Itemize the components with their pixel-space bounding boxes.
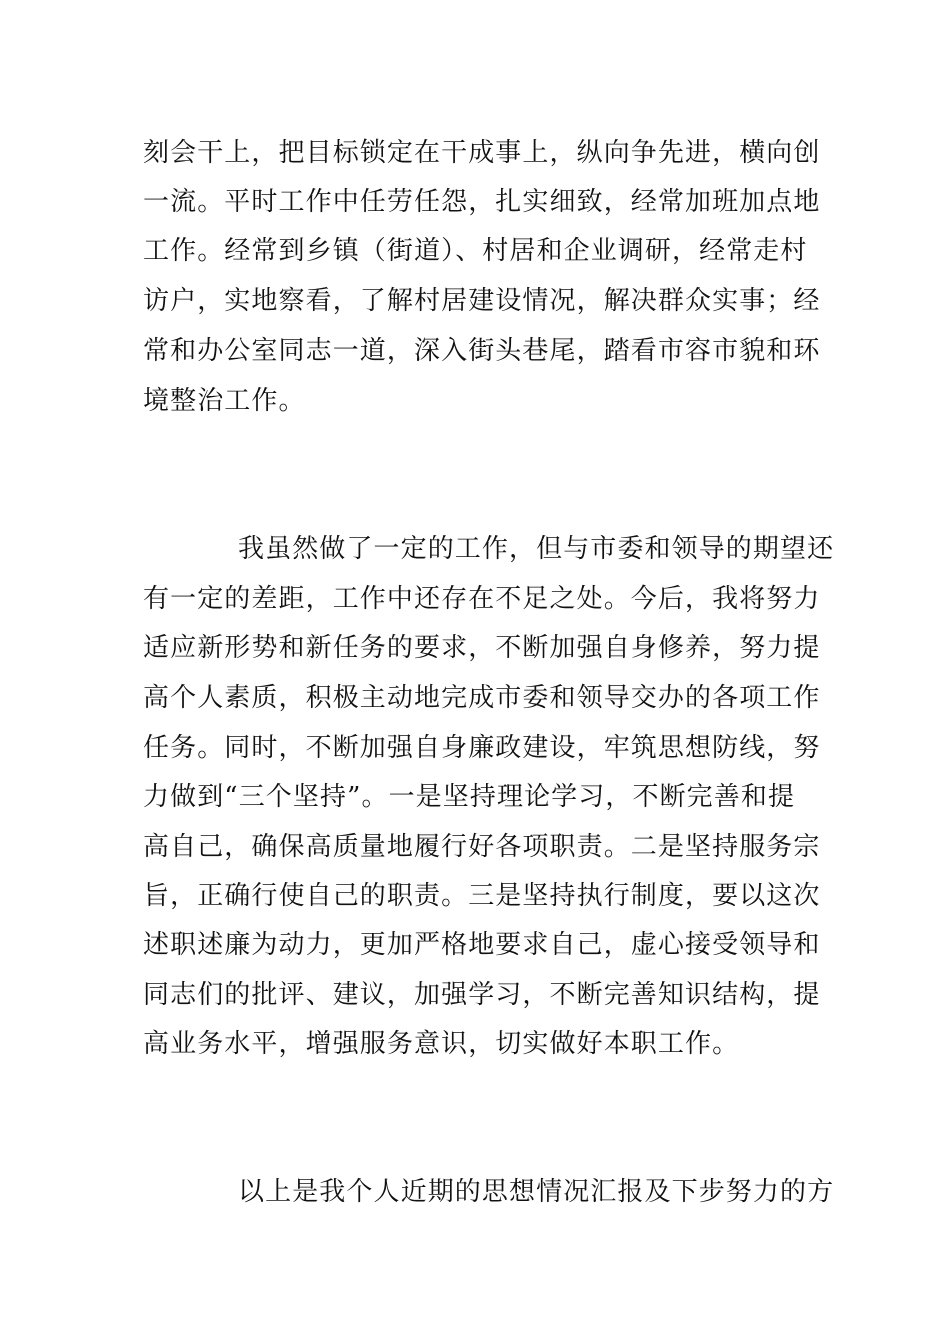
paragraph-2-line-1: 我虽然做了一定的工作，但与市委和领导的期望还 bbox=[238, 534, 835, 564]
paragraph-2-line-4: 高个人素质，积极主动地完成市委和领导交办的各项工作 bbox=[143, 683, 821, 713]
paragraph-2-line-3: 适应新形势和新任务的要求，不断加强自身修养，努力提 bbox=[143, 633, 821, 663]
paragraph-2-line-7: 高自己，确保高质量地履行好各项职责。二是坚持服务宗 bbox=[143, 832, 821, 862]
paragraph-2-line-9: 述职述廉为动力，更加严格地要求自己，虚心接受领导和 bbox=[143, 930, 821, 960]
paragraph-2-line-6: 力做到“三个坚持”。一是坚持理论学习，不断完善和提 bbox=[143, 782, 796, 812]
paragraph-3-line-1: 以上是我个人近期的思想情况汇报及下步努力的方 bbox=[238, 1177, 835, 1207]
paragraph-1-line-5: 常和办公室同志一道，深入街头巷尾，踏看市容市貌和环 bbox=[143, 336, 821, 366]
paragraph-2-line-8: 旨，正确行使自己的职责。三是坚持执行制度，要以这次 bbox=[143, 881, 821, 911]
paragraph-2-line-11: 高业务水平，增强服务意识，切实做好本职工作。 bbox=[143, 1029, 740, 1059]
paragraph-1-line-6: 境整治工作。 bbox=[143, 386, 306, 416]
paragraph-1-line-2: 一流。平时工作中任劳任怨，扎实细致，经常加班加点地 bbox=[143, 187, 821, 217]
paragraph-1-line-4: 访户，实地察看，了解村居建设情况，解决群众实事；经 bbox=[143, 286, 821, 316]
paragraph-1-line-3: 工作。经常到乡镇（街道）、村居和企业调研，经常走村 bbox=[143, 236, 808, 266]
paragraph-1-line-1: 刻会干上，把目标锁定在干成事上，纵向争先进，横向创 bbox=[143, 138, 821, 168]
paragraph-2-line-2: 有一定的差距，工作中还存在不足之处。今后，我将努力 bbox=[143, 584, 821, 614]
paragraph-2-line-5: 任务。同时，不断加强自身廉政建设，牢筑思想防线，努 bbox=[143, 733, 821, 763]
paragraph-2-line-10: 同志们的批评、建议，加强学习，不断完善知识结构，提 bbox=[143, 980, 821, 1010]
